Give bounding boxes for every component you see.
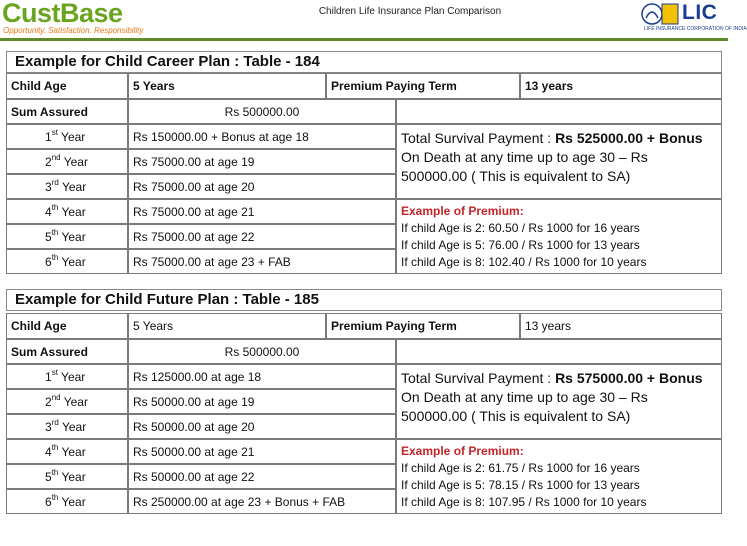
- year-3-label: 3rd Year: [6, 174, 128, 199]
- lic-subtitle: LIFE INSURANCE CORPORATION OF INDIA: [644, 26, 747, 32]
- year-1-label: 1st Year: [6, 124, 128, 149]
- year-4-label: 4th Year: [6, 199, 128, 224]
- blank-cell: [396, 99, 722, 124]
- ppt-label: Premium Paying Term: [326, 313, 520, 339]
- year-4-label: 4th Year: [6, 439, 128, 464]
- year-3-value: Rs 75000.00 at age 20: [128, 174, 396, 199]
- premium-example-cell: Example of Premium: If child Age is 2: 61.75 / Rs 1000 for 16 years If child Age is 5: 78.15 / Rs 1000 for 13 years If child Age is 8: 107.95 / Rs 1000 for 10 years: [396, 439, 722, 514]
- year-6-value: Rs 75000.00 at age 23 + FAB: [128, 249, 396, 274]
- year-2-label: 2nd Year: [6, 389, 128, 414]
- logo-tagline: Opportunity. Satisfaction. Responsibility: [3, 26, 144, 35]
- year-6-value: Rs 250000.00 at age 23 + Bonus + FAB: [128, 489, 396, 514]
- child-age-label: Child Age: [6, 313, 128, 339]
- survival-payment-cell: Total Survival Payment : Rs 575000.00 + Bonus On Death at any time up to age 30 – Rs 500000.00 ( This is equivalent to SA): [396, 364, 722, 439]
- header-divider: [0, 38, 728, 41]
- ppt-value: 13 years: [520, 73, 722, 99]
- premium-example-cell: Example of Premium: If child Age is 2: 60.50 / Rs 1000 for 16 years If child Age is 5: 76.00 / Rs 1000 for 13 years If child Age is 8: 102.40 / Rs 1000 for 10 years: [396, 199, 722, 274]
- plan-title-career: Example for Child Career Plan : Table - 184: [6, 51, 722, 73]
- year-4-value: Rs 75000.00 at age 21: [128, 199, 396, 224]
- child-age-label: Child Age: [6, 73, 128, 99]
- plan-title-future: Example for Child Future Plan : Table - 185: [6, 289, 722, 311]
- year-2-value: Rs 50000.00 at age 19: [128, 389, 396, 414]
- custbase-logo: [2, 1, 164, 35]
- ppt-label: Premium Paying Term: [326, 73, 520, 99]
- year-1-label: 1st Year: [6, 364, 128, 389]
- year-5-value: Rs 50000.00 at age 22: [128, 464, 396, 489]
- survival-payment-cell: Total Survival Payment : Rs 525000.00 + Bonus On Death at any time up to age 30 – Rs 500000.00 ( This is equivalent to SA): [396, 124, 722, 199]
- year-4-value: Rs 50000.00 at age 21: [128, 439, 396, 464]
- year-3-label: 3rd Year: [6, 414, 128, 439]
- year-2-label: 2nd Year: [6, 149, 128, 174]
- year-6-label: 6th Year: [6, 249, 128, 274]
- ppt-value: 13 years: [520, 313, 722, 339]
- sum-assured-value: Rs 500000.00: [128, 339, 396, 364]
- lic-emblem-icon: [640, 2, 680, 26]
- year-1-value: Rs 125000.00 at age 18: [128, 364, 396, 389]
- child-age-value: 5 Years: [128, 73, 326, 99]
- year-5-value: Rs 75000.00 at age 22: [128, 224, 396, 249]
- lic-wordmark: LIC: [682, 1, 718, 24]
- year-5-label: 5th Year: [6, 464, 128, 489]
- child-age-value: 5 Years: [128, 313, 326, 339]
- logo-cust-text: Cust: [2, 0, 60, 28]
- year-2-value: Rs 75000.00 at age 19: [128, 149, 396, 174]
- sum-assured-label: Sum Assured: [6, 99, 128, 124]
- year-3-value: Rs 50000.00 at age 20: [128, 414, 396, 439]
- logo-base-text: Base: [60, 0, 123, 28]
- year-6-label: 6th Year: [6, 489, 128, 514]
- blank-cell: [396, 339, 722, 364]
- lic-logo: [640, 1, 747, 36]
- year-5-label: 5th Year: [6, 224, 128, 249]
- year-1-value: Rs 150000.00 + Bonus at age 18: [128, 124, 396, 149]
- sum-assured-value: Rs 500000.00: [128, 99, 396, 124]
- sum-assured-label: Sum Assured: [6, 339, 128, 364]
- page-header: [0, 0, 747, 38]
- document-title: Children Life Insurance Plan Comparison: [318, 6, 502, 17]
